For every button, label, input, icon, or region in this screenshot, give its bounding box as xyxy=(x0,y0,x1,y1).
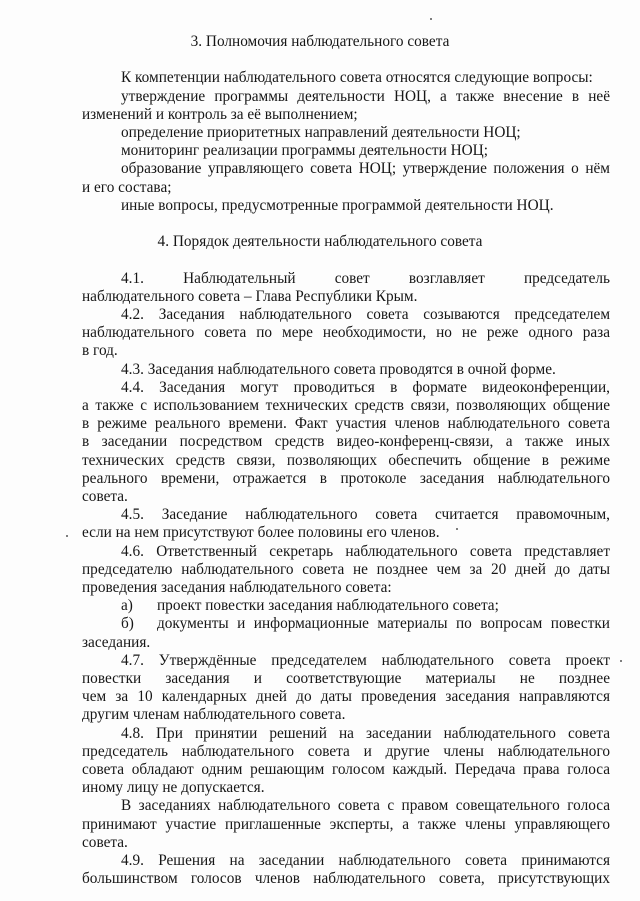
paragraph-4-8-line: В заседаниях наблюдательного совета с правом совещательного голоса xyxy=(121,797,610,815)
scan-speck xyxy=(430,18,432,20)
text-line: изменений и контроль за её выполнением; xyxy=(82,105,358,123)
text-line: образование управляющего совета НОЦ; утверждение положения о нём xyxy=(121,160,610,178)
paragraph-4-8-line: иному лицу не допускается. xyxy=(82,779,265,797)
paragraph-4-5-line: 4.5. Заседание наблюдательного совета считается правомочным, xyxy=(121,506,610,524)
paragraph-4-9-line: 4.9. Решения на заседании наблюдательного совета принимаются xyxy=(121,852,610,869)
paragraph-4-6-line: заседания. xyxy=(82,633,151,651)
list-item-b xyxy=(121,615,610,633)
paragraph-4-8-line: совета обладают одним решающим голосом каждый. Передача права голоса xyxy=(82,761,610,778)
text-line: и его состава; xyxy=(82,178,172,196)
paragraph-4-8-line: председатель наблюдательного совета и другие члены наблюдательного xyxy=(82,742,610,760)
paragraph-4-2-line: в год. xyxy=(82,342,118,360)
paragraph-4-7-line: чем за 10 календарных дней до даты проведения заседания направляются xyxy=(82,688,610,706)
paragraph-4-2-line: наблюдательного совета по мере необходимости, но не реже одного раза xyxy=(82,324,610,342)
paragraph-4-6-line: председателю наблюдательного совета не позднее чем за 20 дней до даты xyxy=(82,560,610,578)
paragraph-4-3-line: 4.3. Заседания наблюдательного совета проводятся в очной форме. xyxy=(121,360,556,378)
paragraph-4-4-line: в заседании посредством средств видео-конференц-связи, а также иных xyxy=(82,433,610,451)
list-item-a xyxy=(121,597,610,615)
text-line: мониторинг реализации программы деятельности НОЦ; xyxy=(121,142,488,160)
list-item-text: проект повестки заседания наблюдательного совета; xyxy=(157,597,499,615)
text-line: К компетенции наблюдательного совета относятся следующие вопросы: xyxy=(121,69,593,87)
paragraph-4-8-line: совета. xyxy=(82,833,128,851)
paragraph-4-4-line: реального времени, отражается в протоколе заседания наблюдательного xyxy=(82,469,610,487)
list-marker: а) xyxy=(121,597,133,615)
paragraph-4-4-line: технических средств связи, позволяющих обеспечить общение в режиме xyxy=(82,451,610,469)
text-line: иные вопросы, предусмотренные программой деятельности НОЦ. xyxy=(121,196,554,214)
paragraph-4-6-line: 4.6. Ответственный секретарь наблюдательного совета представляет xyxy=(121,542,610,560)
paragraph-4-8-line: принимают участие приглашенные эксперты, а также члены управляющего xyxy=(82,815,610,833)
scan-speck xyxy=(66,535,68,537)
paragraph-4-1-line: 4.1. Наблюдательный совет возглавляет председатель xyxy=(121,269,610,287)
paragraph-4-9-line: большинством голосов членов наблюдательного совета, присутствующих xyxy=(82,870,610,888)
paragraph-4-6-line: проведения заседания наблюдательного совета: xyxy=(82,579,392,596)
paragraph-4-4-line: а также с использованием технических средств связи, позволяющих общение xyxy=(82,397,610,414)
text-line: утверждение программы деятельности НОЦ, а также внесение в неё xyxy=(121,87,610,105)
section-3-title: 3. Полномочия наблюдательного совета xyxy=(190,33,450,50)
paragraph-4-1-line: наблюдательного совета – Глава Республики Крым. xyxy=(82,287,418,305)
paragraph-4-7-line: повестки заседания и соответствующие материалы не позднее xyxy=(82,670,610,687)
list-item-text: документы и информационные материалы по вопросам повестки xyxy=(157,615,610,633)
text-line: определение приоритетных направлений деятельности НОЦ; xyxy=(121,124,521,141)
list-marker: б) xyxy=(121,615,134,633)
scan-speck xyxy=(620,660,622,662)
paragraph-4-7-line: 4.7. Утверждённые председателем наблюдательного совета проект xyxy=(121,651,610,669)
paragraph-4-2-line: 4.2. Заседания наблюдательного совета созываются председателем xyxy=(121,306,610,323)
section-4-title: 4. Порядок деятельности наблюдательного совета xyxy=(157,233,483,251)
paragraph-4-5-line: если на нем присутствуют более половины его членов. xyxy=(82,524,440,542)
paragraph-4-4-line: 4.4. Заседания могут проводиться в формате видеоконференции, xyxy=(121,378,610,396)
paragraph-4-7-line: другим членам наблюдательного совета. xyxy=(82,706,346,724)
paragraph-4-4-line: совета. xyxy=(82,488,128,505)
paragraph-4-4-line: в режиме реального времени. Факт участия членов наблюдательного совета xyxy=(82,415,610,433)
paragraph-4-8-line: 4.8. При принятии решений на заседании наблюдательного совета xyxy=(121,724,610,742)
